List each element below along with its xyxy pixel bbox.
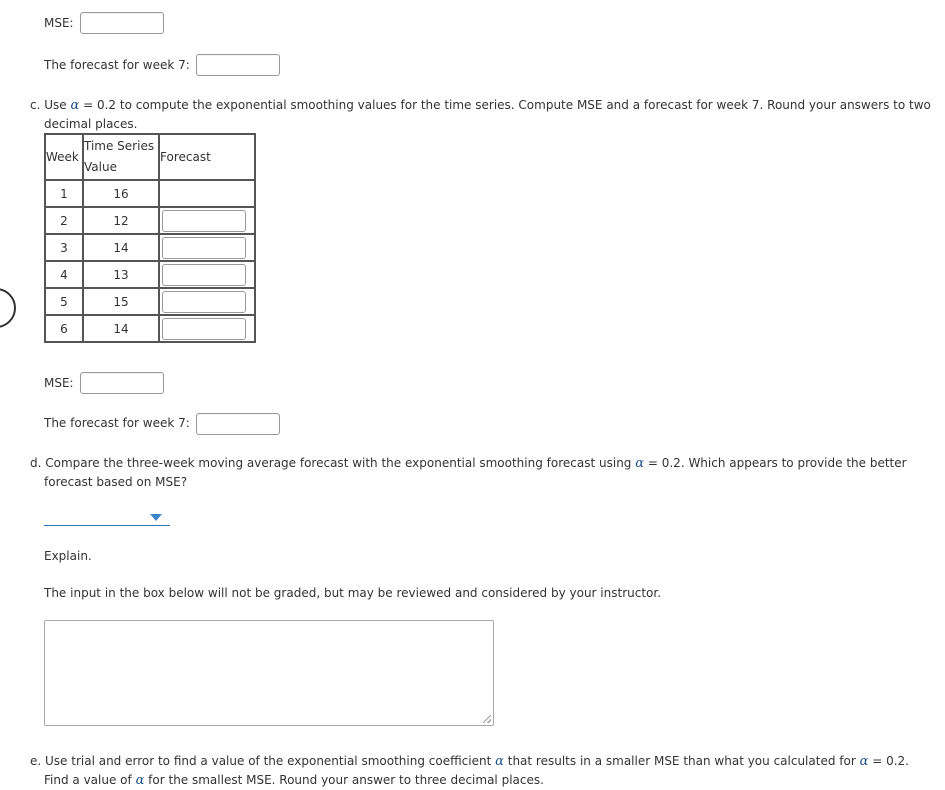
part-c-line2: decimal places. (44, 117, 138, 131)
part-d-question (30, 454, 935, 491)
forecast-cell (159, 315, 255, 342)
part-e-question (30, 752, 935, 790)
part-d-prefix: d. Compare the three-week moving average forecast with the exponential smoothing forecast using (30, 456, 632, 470)
week-cell: 1 (45, 180, 83, 207)
explain-textarea[interactable] (44, 620, 494, 726)
table-row (45, 288, 255, 315)
week-cell: 4 (45, 261, 83, 288)
explain-label: Explain. (44, 549, 92, 563)
value-cell: 15 (83, 288, 159, 315)
mse-label-b: MSE: (44, 16, 74, 30)
mse-input-c[interactable] (80, 372, 164, 394)
header-week: Week (45, 134, 83, 180)
grading-note: The input in the box below will not be graded, but may be reviewed and considered by your instructor. (44, 586, 662, 600)
part-c-prefix: c. Use (30, 98, 67, 112)
alpha-symbol: α (859, 754, 869, 769)
value-cell: 14 (83, 315, 159, 342)
value-cell: 13 (83, 261, 159, 288)
forecast-cell (159, 261, 255, 288)
part-e-suffix: = 0.2. (872, 754, 909, 768)
better-forecast-dropdown[interactable] (44, 512, 170, 526)
header-time-series-value (83, 134, 159, 180)
week-cell: 2 (45, 207, 83, 234)
alpha-symbol: α (70, 98, 80, 113)
part-d-suffix: = 0.2. Which appears to provide the better (647, 456, 907, 470)
value-cell: 12 (83, 207, 159, 234)
table-row (45, 315, 255, 342)
mse-input-b[interactable] (80, 12, 164, 34)
part-e-middle: that results in a smaller MSE than what you calculated for (507, 754, 856, 768)
alpha-symbol: α (495, 754, 504, 769)
week-cell: 5 (45, 288, 83, 315)
forecast-cell (159, 288, 255, 315)
side-marker-circle[interactable] (0, 288, 16, 328)
forecast-input-week-4[interactable] (162, 264, 246, 286)
forecast-week7-label-b: The forecast for week 7: (44, 58, 190, 72)
header-value-line1: Time Series (84, 139, 155, 153)
alpha-symbol: α (635, 456, 645, 471)
part-e-prefix: e. Use trial and error to find a value of the exponential smoothing coefficient (30, 754, 492, 768)
mse-label-c: MSE: (44, 376, 74, 390)
alpha-symbol: α (135, 773, 145, 788)
table-row (45, 207, 255, 234)
table-row (45, 234, 255, 261)
forecast-week7-label-c: The forecast for week 7: (44, 416, 190, 430)
part-d-line2: forecast based on MSE? (44, 475, 188, 489)
forecast-cell (159, 234, 255, 261)
forecast-week7-input-b[interactable] (196, 54, 280, 76)
forecast-cell-empty (159, 180, 255, 207)
table-row (45, 180, 255, 207)
table-header-row (45, 134, 255, 180)
forecast-week7-input-c[interactable] (196, 413, 280, 435)
resize-grip-icon[interactable] (483, 715, 491, 723)
part-e-line2-suffix: for the smallest MSE. Round your answer to three decimal places. (148, 773, 544, 787)
header-value-line2: Value (84, 160, 117, 174)
forecast-cell (159, 207, 255, 234)
forecast-input-week-3[interactable] (162, 237, 246, 259)
time-series-table (44, 133, 256, 343)
part-e-line2-prefix: Find a value of (44, 773, 132, 787)
value-cell: 14 (83, 234, 159, 261)
part-c-question (30, 96, 935, 133)
table-row (45, 261, 255, 288)
chevron-down-icon (150, 514, 162, 521)
part-e-line2 (30, 771, 935, 790)
forecast-input-week-6[interactable] (162, 318, 246, 340)
part-c-suffix: = 0.2 to compute the exponential smoothing values for the time series. Compute MSE and a forecast for week 7. Round your answers to two (83, 98, 931, 112)
week-cell: 3 (45, 234, 83, 261)
week-cell: 6 (45, 315, 83, 342)
forecast-input-week-2[interactable] (162, 210, 246, 232)
value-cell: 16 (83, 180, 159, 207)
header-forecast: Forecast (159, 134, 255, 180)
forecast-input-week-5[interactable] (162, 291, 246, 313)
